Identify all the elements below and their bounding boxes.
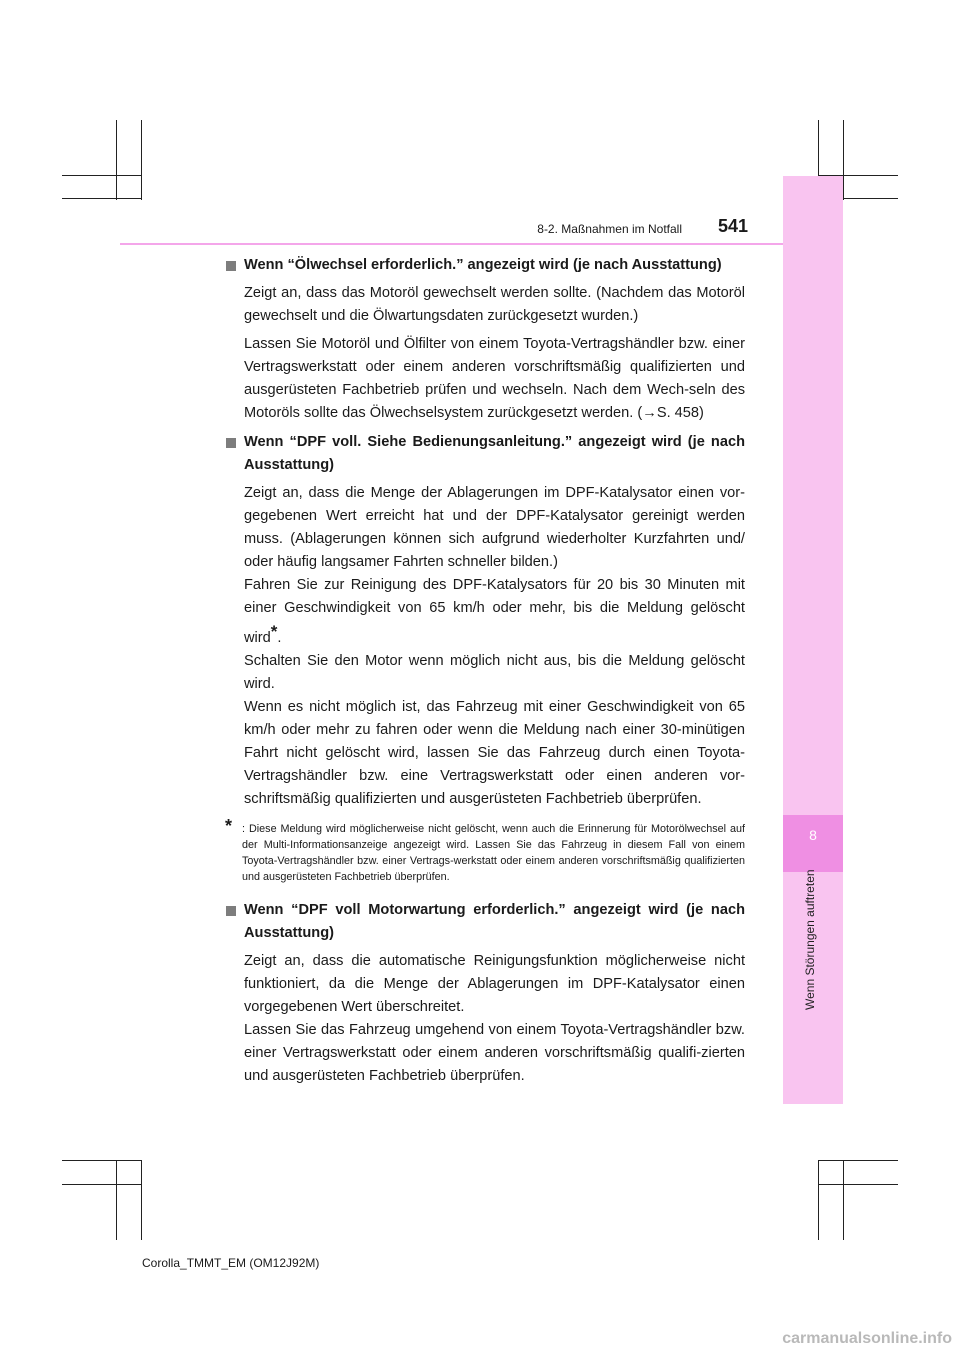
crop-mark <box>62 198 142 199</box>
header-rule <box>120 243 783 245</box>
footer-model-code: Corolla_TMMT_EM (OM12J92M) <box>142 1256 320 1270</box>
item-title: Wenn “DPF voll Motorwartung erforderlich.” angezeigt wird (je nach Ausstattung) <box>244 902 745 941</box>
crop-mark <box>818 1160 819 1240</box>
notice-item <box>225 899 745 1088</box>
item-title: Wenn “DPF voll. Siehe Bedienungsanleitung.” angezeigt wird (je nach Ausstattung) <box>244 434 745 473</box>
item-paragraph: Schalten Sie den Motor wenn möglich nicht aus, bis die Meldung gelöscht wird. <box>244 653 745 692</box>
item-title: Wenn “Ölwechsel erforderlich.” angezeigt wird (je nach Ausstattung) <box>244 257 722 273</box>
crop-mark <box>141 1160 142 1240</box>
square-bullet-icon <box>226 438 236 448</box>
footnote <box>225 816 745 885</box>
item-paragraph-text: Fahren Sie zur Reinigung des DPF-Katalysators für 20 bis 30 Minuten mit einer Geschwindigkeit von 65 km/h oder mehr, bis die Meldung gelöscht wird <box>244 577 745 646</box>
chapter-title-text: Wenn Störungen auftreten <box>803 869 817 1010</box>
crop-mark <box>62 1160 142 1161</box>
square-bullet-icon <box>226 261 236 271</box>
crop-mark <box>62 175 142 176</box>
sentence-end: . <box>277 630 282 646</box>
notice-item <box>225 254 745 425</box>
item-paragraph: Zeigt an, dass die automatische Reinigungsfunktion möglicherweise nicht funktioniert, da die Menge der Ablagerungen im DPF-Katalysator einen vorgegebenen Wert überschreitet. <box>244 953 745 1015</box>
footnote-text: : Diese Meldung wird möglicherweise nicht gelöscht, wenn auch die Erinnerung für Motorölwechsel auf der Multi-Informationsanzeige angezeigt wird. Lassen Sie das Fahrzeug in diesem Fall von einem Toyota-Vertragshändler bzw. einer Vertrags-werkstatt oder einem anderen vorschriftsmäßig qualifizierten und ausgerüsteten Fachbetrieb überprüfen. <box>242 823 745 883</box>
crop-mark <box>62 1184 142 1185</box>
page-content <box>225 254 745 1094</box>
item-paragraph: Lassen Sie Motoröl und Ölfilter von einem Toyota-Vertragshändler bzw. einer Vertragswerkstatt oder einem anderen vorschriftsmäßig qualifizierten und ausgerüsteten Fachbetrieb prüfen und wechseln. Nach dem Wech-seln des Motoröls sollte das Ölwechselsystem zurückgesetzt werden. (→S. 458) <box>244 336 745 421</box>
section-title: 8-2. Maßnahmen im Notfall <box>537 222 682 236</box>
square-bullet-icon <box>226 906 236 916</box>
item-paragraph <box>244 574 745 650</box>
crop-mark <box>843 120 844 200</box>
item-paragraph: Zeigt an, dass das Motoröl gewechselt werden sollte. (Nachdem das Motoröl gewechselt und die Ölwartungsdaten zurückgesetzt wurden.) <box>244 285 745 324</box>
item-paragraph: Lassen Sie das Fahrzeug umgehend von einem Toyota-Vertragshändler bzw. einer Vertragswerkstatt oder einem anderen vorschriftsmäßig qualifi-zierten und ausgerüsteten Fachbetrieb überprüfen. <box>244 1022 745 1084</box>
item-paragraph: Wenn es nicht möglich ist, das Fahrzeug mit einer Geschwindigkeit von 65 km/h oder mehr zu fahren oder wenn die Meldung nach einer 30-minütigen Fahrt nicht gelöscht wird, lassen Sie das Fahrzeug durch einen Toyota-Vertragshändler bzw. eine Vertragswerkstatt oder einen anderen vor-schriftsmäßig qualifizierten und ausgerüsteten Fachbetrieb überprüfen. <box>244 699 745 807</box>
crop-mark <box>818 1160 898 1161</box>
crop-mark <box>843 1160 844 1240</box>
footnote-reference: * <box>270 622 278 641</box>
item-paragraph: Zeigt an, dass die Menge der Ablagerungen im DPF-Katalysator einen vor-gegebenen Wert erreicht hat und der DPF-Katalysator gereinigt werden muss. (Ablagerungen können sich aufgrund wiederholter Kurzfahrten und/ oder häufig langsamer Fahrten schneller bilden.) <box>244 485 745 570</box>
crop-mark <box>141 120 142 200</box>
chapter-title <box>803 869 823 1030</box>
watermark: carmanualsonline.info <box>782 1330 952 1347</box>
crop-mark <box>116 1160 117 1240</box>
footnote-marker: * <box>225 816 233 836</box>
page-number: 541 <box>718 216 749 236</box>
crop-mark <box>818 1184 898 1185</box>
chapter-number-box <box>783 815 843 872</box>
chapter-number: 8 <box>809 827 817 843</box>
notice-item <box>225 431 745 811</box>
crop-mark <box>116 120 117 200</box>
